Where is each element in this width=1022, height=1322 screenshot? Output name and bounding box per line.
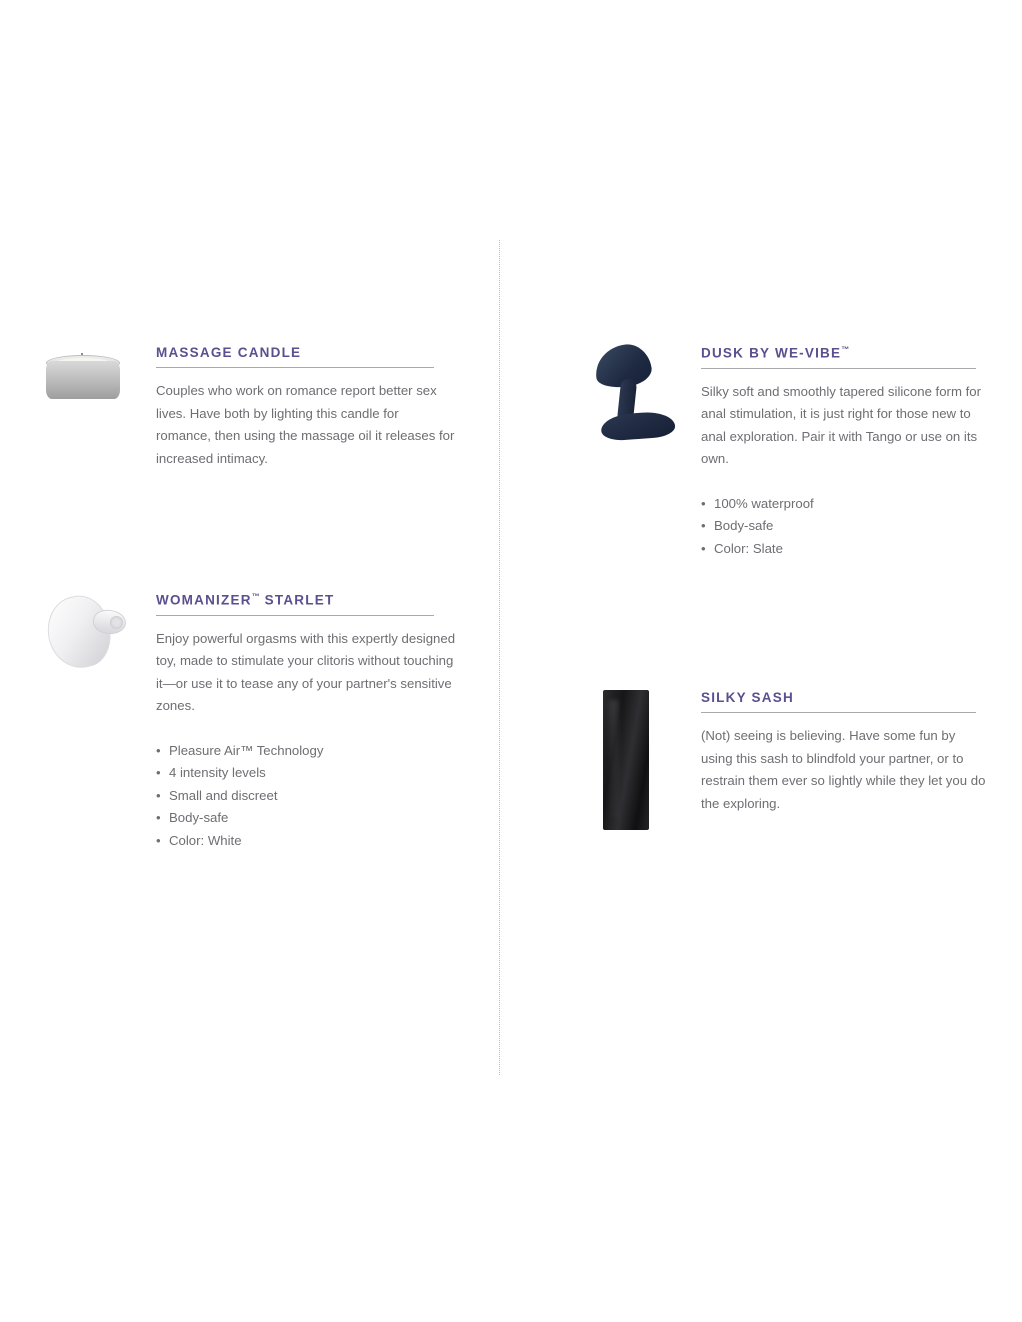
product-feature-list: [701, 493, 986, 561]
feature-text: 4 intensity levels: [169, 765, 266, 780]
sash-fabric-icon: [603, 690, 649, 830]
product-title-main: DUSK BY WE-VIBE: [701, 345, 842, 361]
womanizer-starlet-image: [40, 592, 152, 722]
feature-text: Small and discreet: [169, 787, 278, 803]
product-title: [156, 592, 456, 608]
trademark-mark: ™: [841, 345, 850, 354]
silky-sash-image: [585, 690, 697, 840]
feature-text: Pleasure Air™ Technology: [169, 742, 324, 758]
dusk-plug-icon: [595, 345, 687, 457]
product-title: SILKY SASH: [701, 690, 794, 705]
product-title-rest: STARLET: [259, 592, 335, 608]
list-item: [156, 785, 456, 808]
product-feature-list: [156, 740, 456, 853]
candle-tin-icon: [46, 353, 120, 403]
silky-sash-text: [701, 690, 986, 815]
product-title: MASSAGE CANDLE: [156, 345, 302, 360]
product-title: [701, 345, 986, 361]
list-item: [156, 740, 456, 763]
dusk-image: [585, 345, 697, 475]
womanizer-device-icon: [48, 596, 128, 674]
title-rule: [156, 615, 434, 616]
womanizer-starlet-text: [156, 592, 456, 852]
feature-text: 100% waterproof: [714, 495, 814, 511]
dusk-text: [701, 345, 986, 560]
list-item: [701, 493, 986, 516]
product-description: (Not) seeing is believing. Have some fun by using this sash to blindfold your partner, or to restrain them ever so lightly while they let you do the exploring.: [701, 728, 986, 811]
product-title-main: WOMANIZER: [156, 592, 252, 608]
feature-text: Color: Slate: [714, 540, 783, 556]
title-rule: [156, 367, 434, 368]
product-description: Enjoy powerful orgasms with this expertly designed toy, made to stimulate your clitoris without touching it—or use it to tease any of your partner's sensitive zones.: [156, 630, 456, 713]
column-divider: [499, 240, 500, 1075]
title-rule: [701, 368, 976, 369]
massage-candle-image: [40, 345, 152, 475]
list-item: [156, 830, 456, 853]
list-item: [156, 807, 456, 830]
product-description: Couples who work on romance report better sex lives. Have both by lighting this candle for romance, then using the massage oil it releases for increased intimacy.: [156, 383, 455, 466]
feature-text: Body-safe: [169, 810, 229, 825]
list-item: [156, 762, 456, 785]
product-description: Silky soft and smoothly tapered silicone form for anal stimulation, it is just right for those new to anal exploration. Pair it with Tango or use on its own.: [701, 383, 981, 466]
feature-text: Body-safe: [714, 518, 774, 533]
list-item: [701, 538, 986, 561]
title-rule: [701, 712, 976, 713]
feature-text: Color: White: [169, 832, 242, 848]
trademark-mark: ™: [251, 592, 260, 601]
massage-candle-text: [156, 345, 456, 470]
list-item: [701, 515, 986, 538]
